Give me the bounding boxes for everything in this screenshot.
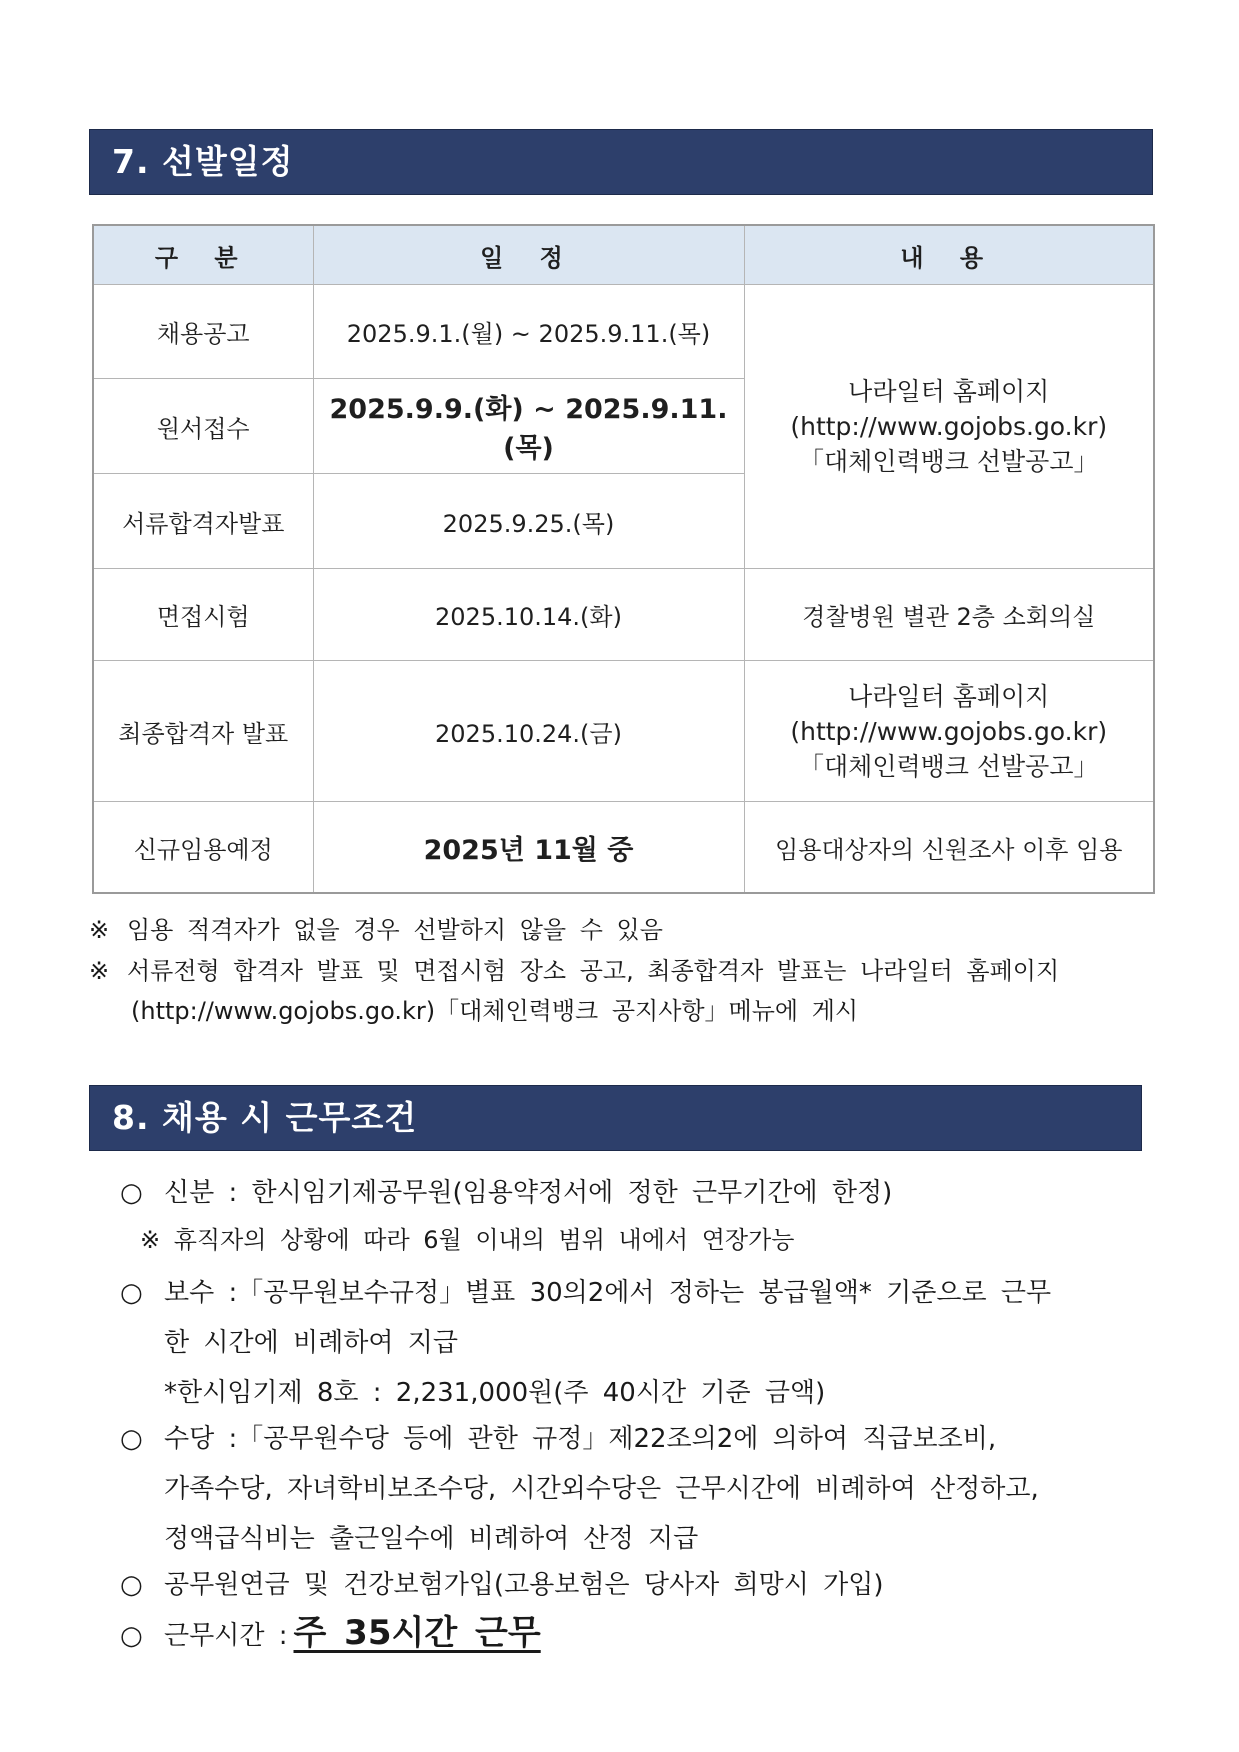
row-date: 2025.9.25.(목) bbox=[313, 474, 744, 569]
row-content: 임용대상자의 신원조사 이후 임용 bbox=[744, 802, 1154, 894]
header-content: 내 용 bbox=[744, 225, 1154, 285]
condition-text: 신분 : 한시임기제공무원(임용약정서에 정한 근무기간에 한정) bbox=[164, 1178, 893, 1208]
condition-text-continued: 한 시간에 비례하여 지급 bbox=[164, 1328, 458, 1358]
condition-status bbox=[120, 1168, 1154, 1262]
selection-schedule-table bbox=[92, 224, 1155, 894]
content-line: 나라일터 홈페이지 bbox=[848, 377, 1050, 406]
working-hours-value: 주 35시간 근무 bbox=[293, 1613, 541, 1653]
note-text: 임용 적격자가 없을 경우 선발하지 않을 수 있음 bbox=[127, 916, 663, 944]
row-category: 신규임용예정 bbox=[93, 802, 313, 894]
row-date: 2025.10.14.(화) bbox=[313, 569, 744, 661]
row-content: 경찰병원 별관 2층 소회의실 bbox=[744, 569, 1154, 661]
condition-text: 수당 :「공무원수당 등에 관한 규정」제22조의2에 의하여 직급보조비, bbox=[164, 1424, 997, 1454]
row-date: 2025.10.24.(금) bbox=[313, 661, 744, 802]
section-8-header: 8. 채용 시 근무조건 bbox=[89, 1085, 1142, 1151]
table-row bbox=[93, 802, 1154, 894]
row-date: 2025.9.9.(화) ~ 2025.9.11.(목) bbox=[313, 379, 744, 474]
bullet-circle: ○ bbox=[120, 1178, 143, 1208]
row-content bbox=[744, 661, 1154, 802]
merged-content-cell bbox=[744, 285, 1154, 569]
condition-text: 보수 :「공무원보수규정」별표 30의2에서 정하는 봉급월액* 기준으로 근무 bbox=[164, 1278, 1052, 1308]
bullet-circle: ○ bbox=[120, 1570, 143, 1600]
table-row bbox=[93, 285, 1154, 379]
condition-footnote: *한시임기제 8호 : 2,231,000원(주 40시간 기준 금액) bbox=[164, 1378, 826, 1408]
condition-allowance bbox=[120, 1414, 1154, 1564]
condition-text-continued: 정액급식비는 출근일수에 비례하여 산정 지급 bbox=[164, 1524, 699, 1554]
condition-subnote: ※ 휴직자의 상황에 따라 6월 이내의 범위 내에서 연장가능 bbox=[140, 1226, 795, 1254]
condition-insurance bbox=[120, 1560, 1154, 1610]
note-announcement bbox=[89, 951, 1153, 1031]
section-7-header: 7. 선발일정 bbox=[89, 129, 1153, 195]
row-category: 면접시험 bbox=[93, 569, 313, 661]
content-line: 「대체인력뱅크 선발공고」 bbox=[799, 447, 1099, 476]
note-no-qualified bbox=[89, 910, 663, 950]
bullet-circle: ○ bbox=[120, 1424, 143, 1454]
condition-label: 근무시간 : bbox=[164, 1621, 288, 1651]
bullet-circle: ○ bbox=[120, 1278, 143, 1308]
content-link: (http://www.gojobs.go.kr) bbox=[790, 412, 1108, 441]
condition-text-continued: 가족수당, 자녀학비보조수당, 시간외수당은 근무시간에 비례하여 산정하고, bbox=[164, 1474, 1039, 1504]
condition-text: 공무원연금 및 건강보험가입(고용보험은 당사자 희망시 가입) bbox=[164, 1570, 884, 1600]
row-category: 원서접수 bbox=[93, 379, 313, 474]
condition-pay bbox=[120, 1268, 1154, 1418]
content-line: 「대체인력뱅크 선발공고」 bbox=[799, 751, 1099, 781]
table-header-row bbox=[93, 225, 1154, 285]
row-category: 최종합격자 발표 bbox=[93, 661, 313, 802]
header-date: 일 정 bbox=[313, 225, 744, 285]
content-line: 나라일터 홈페이지 bbox=[848, 681, 1050, 711]
row-category: 채용공고 bbox=[93, 285, 313, 379]
row-date: 2025.9.1.(월) ~ 2025.9.11.(목) bbox=[313, 285, 744, 379]
table-row bbox=[93, 661, 1154, 802]
bullet-circle: ○ bbox=[120, 1621, 143, 1651]
note-text-continued: (http://www.gojobs.go.kr)「대체인력뱅크 공지사항」메뉴에 게시 bbox=[131, 997, 859, 1025]
reference-mark: ※ bbox=[89, 957, 110, 985]
row-date: 2025년 11월 중 bbox=[313, 802, 744, 894]
reference-mark: ※ bbox=[89, 916, 110, 944]
condition-working-hours bbox=[120, 1608, 1154, 1661]
note-text: 서류전형 합격자 발표 및 면접시험 장소 공고, 최종합격자 발표는 나라일터 홈페이지 bbox=[127, 957, 1060, 985]
header-category: 구 분 bbox=[93, 225, 313, 285]
table-row bbox=[93, 569, 1154, 661]
row-category: 서류합격자발표 bbox=[93, 474, 313, 569]
content-link: (http://www.gojobs.go.kr) bbox=[790, 716, 1108, 746]
